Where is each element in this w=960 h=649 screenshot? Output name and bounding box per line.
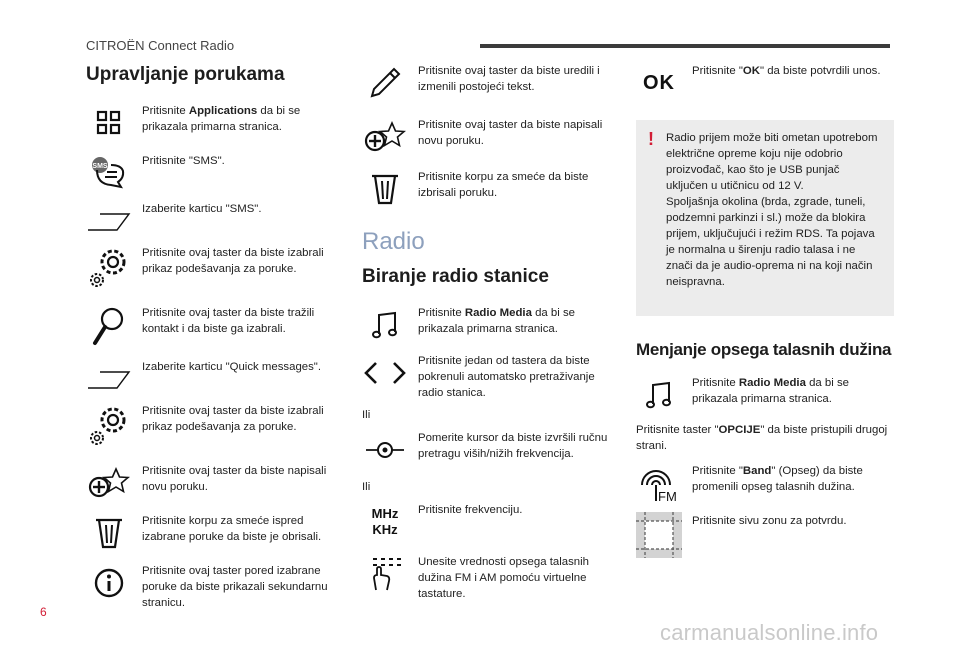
- tab-icon: [86, 200, 132, 242]
- item-text: Pritisnite ovaj taster pored izabrane poruke da biste prikazali sekundarnu stranicu.: [142, 565, 328, 609]
- item-text: Pritisnite ovaj taster da biste napisali novu poruku.: [142, 465, 327, 493]
- list-item: [362, 168, 620, 210]
- list-item: [86, 152, 348, 194]
- search-icon: [86, 304, 132, 348]
- sms-icon: [86, 152, 132, 194]
- item-text: Pritisnite korpu za smeće ispred izabrane poruke da biste je obrisali.: [142, 515, 322, 543]
- alternative-label: Ili: [362, 409, 371, 421]
- info-icon: [86, 562, 132, 604]
- item-text: Pritisnite frekvenciju.: [418, 504, 523, 516]
- list-item: [362, 62, 620, 104]
- tuning-slider-icon: [362, 429, 408, 471]
- item-text: Pritisnite ovaj taster da biste izabrali prikaz podešavanja za poruke.: [142, 405, 324, 433]
- watermark: carmanualsonline.info: [660, 620, 879, 645]
- new-message-icon: [86, 462, 132, 504]
- list-item: [86, 304, 348, 348]
- section-title-radio: Radio: [362, 228, 425, 255]
- list-item: [636, 374, 894, 416]
- header-rule: [480, 44, 890, 48]
- applications-grid-icon: [86, 102, 132, 144]
- list-item: [86, 358, 348, 400]
- settings-gear-icon: [86, 402, 132, 448]
- item-text: Pritisnite Radio Media da bi se prikazala primarna stranica.: [692, 377, 849, 405]
- pencil-icon: [362, 62, 408, 104]
- options-paragraph: Pritisnite taster "OPCIJE" da biste pristupili drugoj strani.: [636, 424, 888, 452]
- item-text: Pritisnite korpu za smeće da biste izbrisali poruku.: [418, 171, 589, 199]
- svg-text:FM: FM: [658, 489, 677, 503]
- khz-label: KHz: [372, 522, 398, 537]
- warning-box: [636, 120, 894, 316]
- seek-arrows-icon: [362, 352, 408, 394]
- item-text: Pritisnite ovaj taster da biste uredili i izmenili postojeći tekst.: [418, 65, 600, 93]
- list-item: [86, 402, 348, 448]
- item-text: Izaberite karticu "SMS".: [142, 203, 262, 215]
- keypad-icon: [362, 553, 408, 595]
- music-note-icon: [636, 374, 682, 416]
- settings-gear-icon: [86, 244, 132, 290]
- list-item: [362, 553, 620, 602]
- item-text: Pritisnite sivu zonu za potvrdu.: [692, 515, 847, 527]
- list-item: [86, 512, 348, 554]
- tab-icon: [86, 358, 132, 400]
- item-text: Pritisnite Radio Media da bi se prikazala primarna stranica.: [418, 307, 575, 335]
- warning-icon: !: [648, 129, 654, 149]
- list-item: [362, 352, 620, 401]
- gray-zone-icon: [636, 512, 682, 558]
- list-item: [86, 462, 348, 504]
- subheading-station-select: Biranje radio stanice: [362, 266, 549, 287]
- new-message-icon: [362, 116, 408, 158]
- item-text: Pritisnite Applications da bi se prikazala primarna stranica.: [142, 105, 301, 133]
- column-band: [636, 62, 894, 558]
- item-text: Pritisnite "OK" da biste potvrdili unos.: [692, 65, 881, 77]
- column-radio: [362, 62, 620, 602]
- page-number: 6: [40, 605, 47, 619]
- trash-icon: [362, 168, 408, 210]
- radio-band-icon: [636, 462, 682, 504]
- list-item: [86, 200, 348, 242]
- ok-icon: OK: [643, 71, 675, 94]
- item-text: Pritisnite ovaj taster da biste tražili kontakt i da biste ga izabrali.: [142, 307, 315, 335]
- svg-text:SMS: SMS: [92, 163, 108, 170]
- list-item: [86, 244, 348, 290]
- trash-icon: [86, 512, 132, 554]
- item-text: Pritisnite ovaj taster da biste napisali novu poruku.: [418, 119, 603, 147]
- list-item: [362, 116, 620, 158]
- item-text: Izaberite karticu "Quick messages".: [142, 361, 322, 373]
- alternative-label: Ili: [362, 481, 371, 493]
- running-header-title: CITROËN Connect Radio: [86, 38, 235, 53]
- item-text: Pritisnite "Band" (Opseg) da biste promenili opseg talasnih dužina.: [692, 465, 863, 493]
- music-note-icon: [362, 304, 408, 346]
- section-heading-messages: Upravljanje porukama: [86, 64, 285, 85]
- frequency-icon: [362, 501, 408, 543]
- item-text: Pritisnite "SMS".: [142, 155, 225, 167]
- mhz-label: MHz: [371, 506, 399, 521]
- list-item: [636, 512, 894, 558]
- column-messages: [86, 62, 348, 611]
- subheading-band-change: Menjanje opsega talasnih dužina: [636, 340, 892, 359]
- list-item: [86, 102, 348, 144]
- warning-text: Radio prijem može biti ometan upotrebom električne opreme koju nije odobrio proizvođač, kao što je USB punjač uključen u utičnicu od 12 V. Spoljašnja okolina (brda, zgrade, tuneli, podzemni parkinzi i sl.) može da blokira prijem, uključujući i režim RDS. Ta pojava je normalna u širenju radio talasa i ne znači da je audio-oprema ni na koji način neispravna.: [666, 132, 878, 288]
- item-text: Pritisnite jedan od tastera da biste pokrenuli automatsko pretraživanje radio stanica.: [418, 355, 595, 399]
- list-item: [636, 62, 894, 104]
- item-text: Pomerite kursor da biste izvršili ručnu pretragu viših/nižih frekvencija.: [418, 432, 608, 460]
- list-item: [362, 429, 620, 471]
- list-item: [362, 501, 620, 543]
- item-text: Unesite vrednosti opsega talasnih dužina FM i AM pomoću virtuelne tastature.: [418, 556, 589, 600]
- list-item: [86, 562, 348, 611]
- item-text: Pritisnite ovaj taster da biste izabrali prikaz podešavanja za poruke.: [142, 247, 324, 275]
- list-item: [362, 304, 620, 346]
- list-item: [636, 462, 894, 504]
